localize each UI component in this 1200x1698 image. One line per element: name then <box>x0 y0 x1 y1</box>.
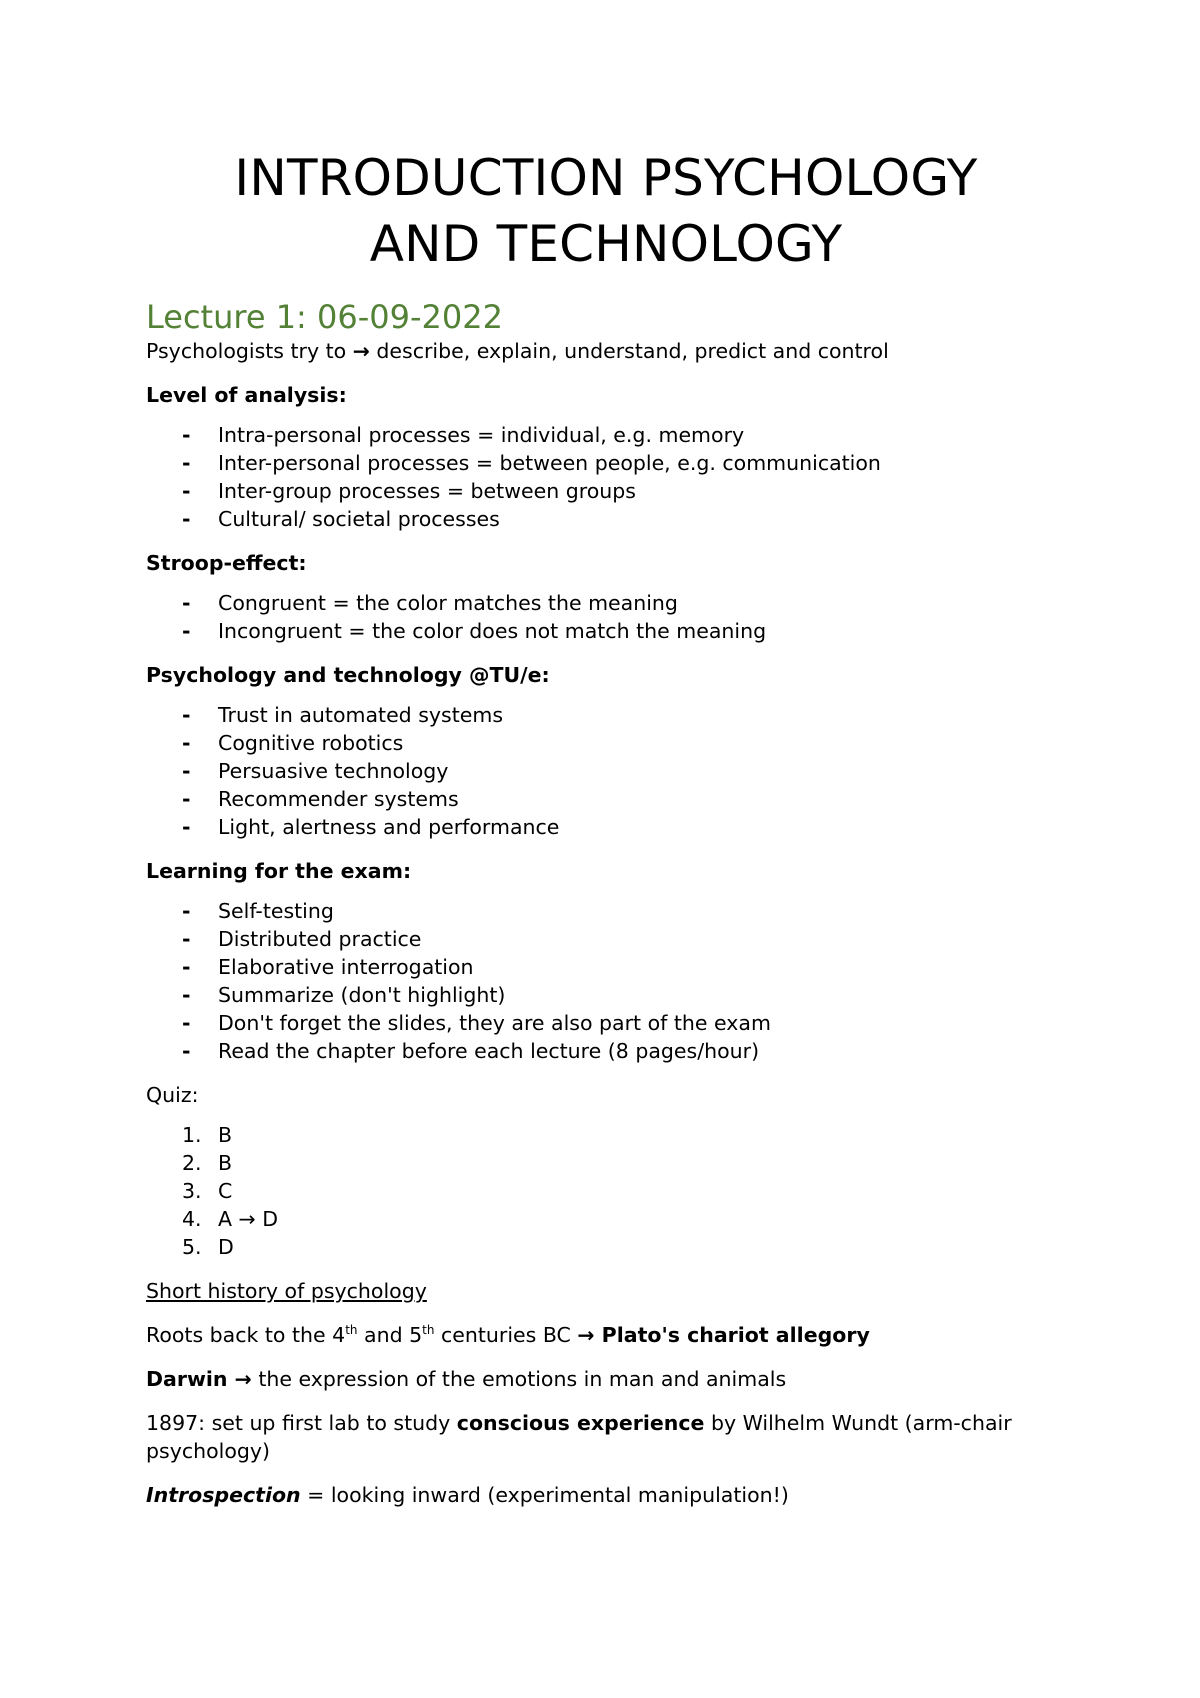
intro-after: describe, explain, understand, predict and control <box>369 339 889 363</box>
list-item-text: Inter-personal processes = between people, e.g. communication <box>218 451 881 475</box>
list-item-text: Recommender systems <box>218 787 459 811</box>
list-item <box>146 477 1066 505</box>
dash-bullet: - <box>182 619 191 643</box>
tue-list <box>146 701 1066 841</box>
roots-superscript-1: th <box>345 1323 358 1337</box>
list-item <box>146 617 1066 645</box>
roots-superscript-2: th <box>422 1323 435 1337</box>
level-list <box>146 421 1066 533</box>
list-item <box>146 897 1066 925</box>
wundt-paragraph <box>146 1409 1066 1465</box>
quiz-answer: B <box>218 1123 233 1147</box>
quiz-answer: C <box>218 1179 233 1203</box>
introspection-rest: = looking inward (experimental manipulation!) <box>300 1483 789 1507</box>
list-item-text: Inter-group processes = between groups <box>218 479 636 503</box>
list-item-text: Cognitive robotics <box>218 731 404 755</box>
dash-bullet: - <box>182 899 191 923</box>
roots-text-3: centuries BC <box>434 1323 578 1347</box>
list-item-text: Congruent = the color matches the meaning <box>218 591 678 615</box>
list-item <box>146 785 1066 813</box>
stroop-heading: Stroop-effect: <box>146 551 307 575</box>
intro-before: Psychologists try to <box>146 339 353 363</box>
introspection-paragraph <box>146 1481 1066 1509</box>
dash-bullet: - <box>182 927 191 951</box>
quiz-item <box>146 1233 1066 1261</box>
list-item-text: Don't forget the slides, they are also part of the exam <box>218 1011 771 1035</box>
dash-bullet: - <box>182 591 191 615</box>
dash-bullet: - <box>182 423 191 447</box>
dash-bullet: - <box>182 451 191 475</box>
wundt-text-2: by Wilhelm Wundt (arm-chair psychology) <box>146 1411 1012 1463</box>
list-item-text: Elaborative interrogation <box>218 955 474 979</box>
list-item <box>146 981 1066 1009</box>
list-item-text: Distributed practice <box>218 927 422 951</box>
document-title <box>146 145 1066 277</box>
document-content <box>146 145 1066 1509</box>
list-item-text: Read the chapter before each lecture (8 pages/hour) <box>218 1039 760 1063</box>
list-item <box>146 925 1066 953</box>
tue-heading: Psychology and technology @TU/e: <box>146 663 550 687</box>
wundt-bold: conscious experience <box>456 1411 705 1435</box>
list-item <box>146 505 1066 533</box>
darwin-paragraph <box>146 1365 1066 1393</box>
wundt-text-1: 1897: set up first lab to study <box>146 1411 457 1435</box>
quiz-answer: B <box>218 1151 233 1175</box>
stroop-list <box>146 589 1066 645</box>
list-item <box>146 813 1066 841</box>
list-item-text: Persuasive technology <box>218 759 449 783</box>
arrow-icon: → <box>577 1323 595 1347</box>
list-item-text: Summarize (don't highlight) <box>218 983 506 1007</box>
quiz-number: 5. <box>182 1235 202 1259</box>
quiz-item <box>146 1177 1066 1205</box>
dash-bullet: - <box>182 507 191 531</box>
list-item-text: Intra-personal processes = individual, e.g. memory <box>218 423 745 447</box>
darwin-bold: Darwin <box>146 1367 228 1391</box>
quiz-item <box>146 1205 1066 1233</box>
dash-bullet: - <box>182 955 191 979</box>
dash-bullet: - <box>182 703 191 727</box>
roots-paragraph <box>146 1321 1066 1349</box>
quiz-label: Quiz: <box>146 1083 199 1107</box>
title-line-2: AND TECHNOLOGY <box>369 215 843 273</box>
dash-bullet: - <box>182 479 191 503</box>
dash-bullet: - <box>182 759 191 783</box>
roots-text-1: Roots back to the 4 <box>146 1323 346 1347</box>
introspection-bold-italic: Introspection <box>146 1483 301 1507</box>
quiz-list <box>146 1121 1066 1261</box>
intro-paragraph <box>146 337 1066 365</box>
history-heading: Short history of psychology <box>146 1279 427 1303</box>
roots-bold: Plato's chariot allegory <box>594 1323 870 1347</box>
list-item <box>146 449 1066 477</box>
quiz-number: 2. <box>182 1151 202 1175</box>
title-line-1: INTRODUCTION PSYCHOLOGY <box>234 149 978 207</box>
lecture-heading: Lecture 1: 06-09-2022 <box>146 298 503 336</box>
list-item-text: Trust in automated systems <box>218 703 504 727</box>
quiz-answer: A → D <box>218 1207 279 1231</box>
list-item <box>146 701 1066 729</box>
list-item <box>146 589 1066 617</box>
list-item <box>146 953 1066 981</box>
roots-text-2: and 5 <box>357 1323 423 1347</box>
quiz-item <box>146 1121 1066 1149</box>
list-item-text: Self-testing <box>218 899 334 923</box>
dash-bullet: - <box>182 1011 191 1035</box>
darwin-rest: the expression of the emotions in man and animals <box>251 1367 787 1391</box>
list-item-text: Light, alertness and performance <box>218 815 560 839</box>
dash-bullet: - <box>182 731 191 755</box>
list-item <box>146 1037 1066 1065</box>
dash-bullet: - <box>182 787 191 811</box>
list-item <box>146 729 1066 757</box>
list-item-text: Cultural/ societal processes <box>218 507 500 531</box>
quiz-item <box>146 1149 1066 1177</box>
dash-bullet: - <box>182 815 191 839</box>
list-item-text: Incongruent = the color does not match the meaning <box>218 619 767 643</box>
quiz-answer: D <box>218 1235 234 1259</box>
quiz-number: 1. <box>182 1123 202 1147</box>
exam-list <box>146 897 1066 1065</box>
list-item <box>146 1009 1066 1037</box>
exam-heading: Learning for the exam: <box>146 859 412 883</box>
arrow-icon: → <box>227 1367 252 1391</box>
arrow-icon: → <box>352 339 370 363</box>
quiz-number: 3. <box>182 1179 202 1203</box>
dash-bullet: - <box>182 1039 191 1063</box>
list-item <box>146 421 1066 449</box>
dash-bullet: - <box>182 983 191 1007</box>
quiz-number: 4. <box>182 1207 202 1231</box>
list-item <box>146 757 1066 785</box>
level-heading: Level of analysis: <box>146 383 347 407</box>
